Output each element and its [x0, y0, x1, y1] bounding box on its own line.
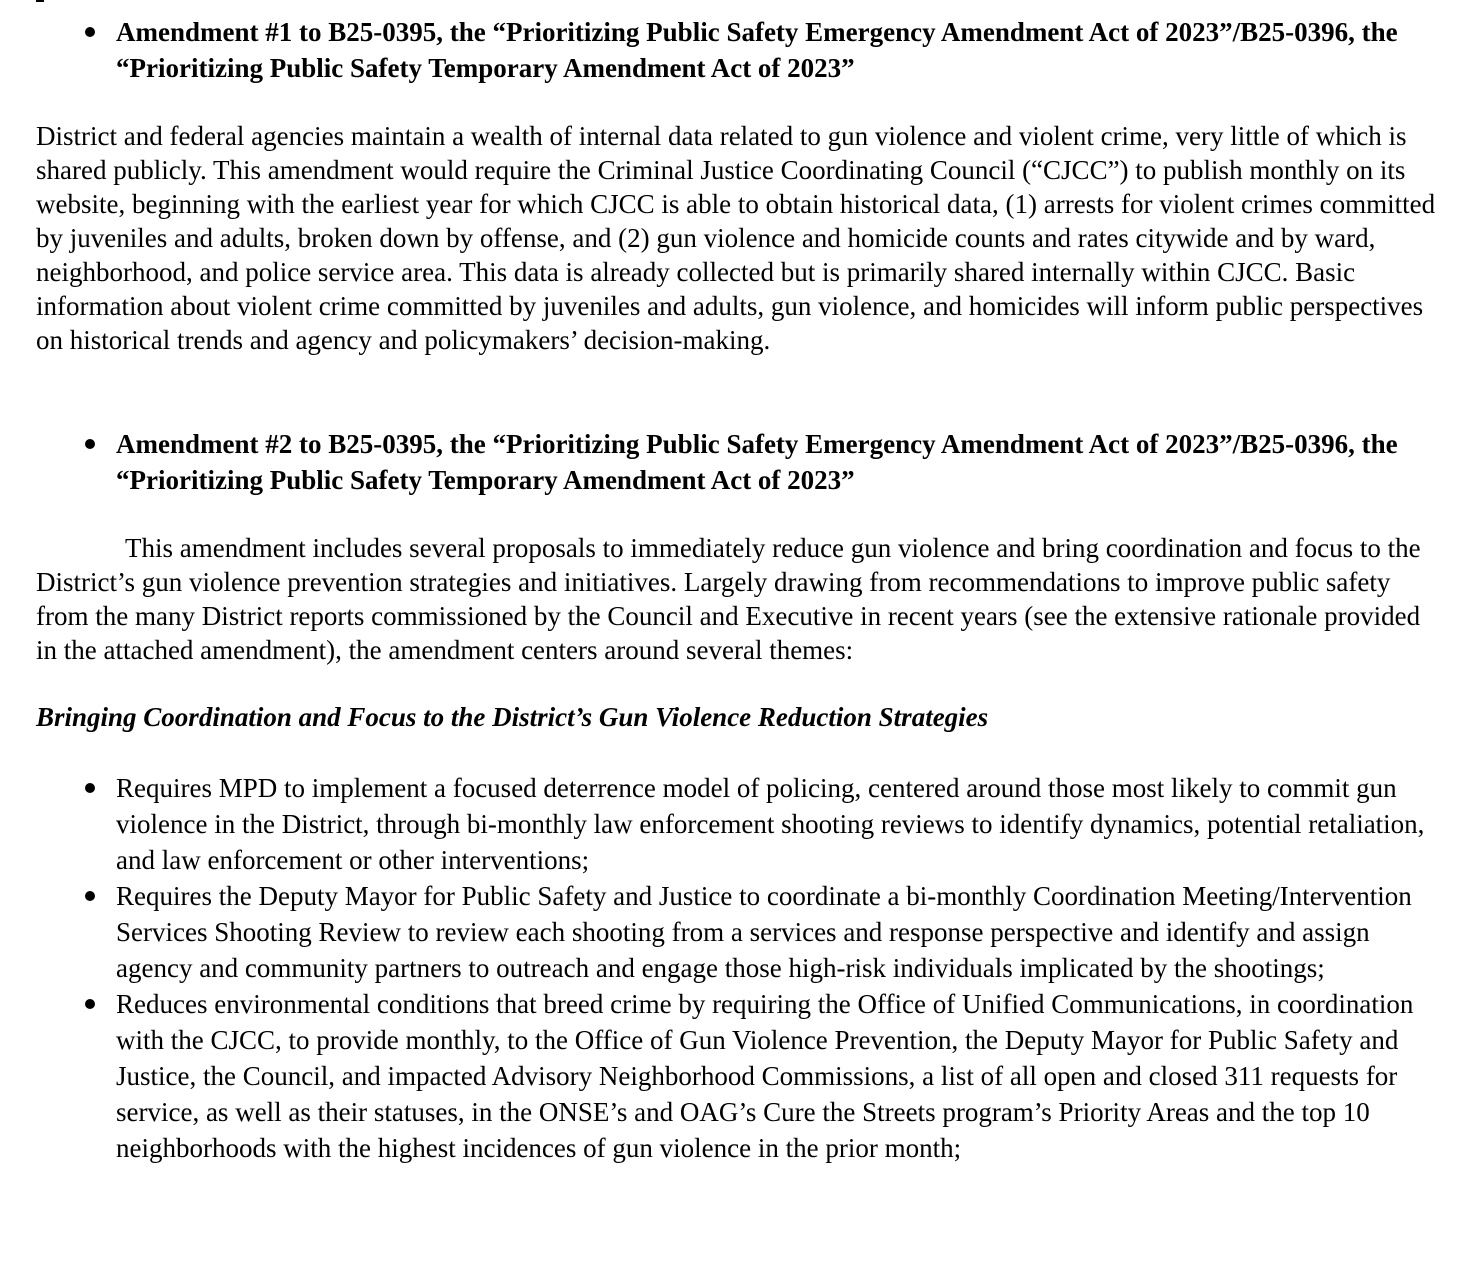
- stray-mark: [36, 0, 44, 2]
- amendment-1-body: District and federal agencies maintain a wealth of internal data related to gun violence and violent crime, very little of which is shared publicly. This amendment would require the Criminal Justice Coordinating Council (“CJCC”) to publish monthly on its website, beginning with the earliest year for which CJCC is able to obtain historical data, (1) arrests for violent crimes committed by juveniles and adults, broken down by offense, and (2) gun violence and homicide counts and rates citywide and by ward, neighborhood, and police service area. This data is already collected but is primarily shared internally within CJCC. Basic information about violent crime committed by juveniles and adults, gun violence, and homicides will inform public perspectives on historical trends and agency and policymakers’ decision-making.: [36, 121, 1436, 355]
- amendment-2-title: Amendment #2 to B25-0395, the “Prioritizing Public Safety Emergency Amendment Act of 2023”/B25-0396, the “Prioritizing Public Safety Temporary Amendment Act of 2023”: [36, 426, 1470, 498]
- list-item: Requires the Deputy Mayor for Public Safety and Justice to coordinate a bi-monthly Coordination Meeting/Intervention Services Shooting Review to review each shooting from a services and response perspective and identify and assign agency and community partners to outreach and engage those high-risk individuals implicated by the shootings;: [36, 878, 1436, 986]
- theme-bullet-list: [36, 770, 1436, 1166]
- list-item: Reduces environmental conditions that breed crime by requiring the Office of Unified Communications, in coordination with the CJCC, to provide monthly, to the Office of Gun Violence Prevention, the Deputy Mayor for Public Safety and Justice, the Council, and impacted Advisory Neighborhood Commissions, a list of all open and closed 311 requests for service, as well as their statuses, in the ONSE’s and OAG’s Cure the Streets program’s Priority Areas and the top 10 neighborhoods with the highest incidences of gun violence in the prior month;: [36, 986, 1436, 1166]
- amendment-2-body: This amendment includes several proposals to immediately reduce gun violence and bring coordination and focus to the District’s gun violence prevention strategies and initiatives. Largely drawing from recommendations to improve public safety from the many District reports commissioned by the Council and Executive in recent years (see the extensive rationale provided in the attached amendment), the amendment centers around several themes:: [36, 533, 1421, 665]
- list-item: Requires MPD to implement a focused deterrence model of policing, centered around those most likely to commit gun violence in the District, through bi-monthly law enforcement shooting reviews to identify dynamics, potential retaliation, and law enforcement or other interventions;: [36, 770, 1436, 878]
- amendment-1-title: Amendment #1 to B25-0395, the “Prioritizing Public Safety Emergency Amendment Act of 2023”/B25-0396, the “Prioritizing Public Safety Temporary Amendment Act of 2023”: [36, 14, 1470, 86]
- section-heading: Bringing Coordination and Focus to the District’s Gun Violence Reduction Strategies: [36, 702, 989, 732]
